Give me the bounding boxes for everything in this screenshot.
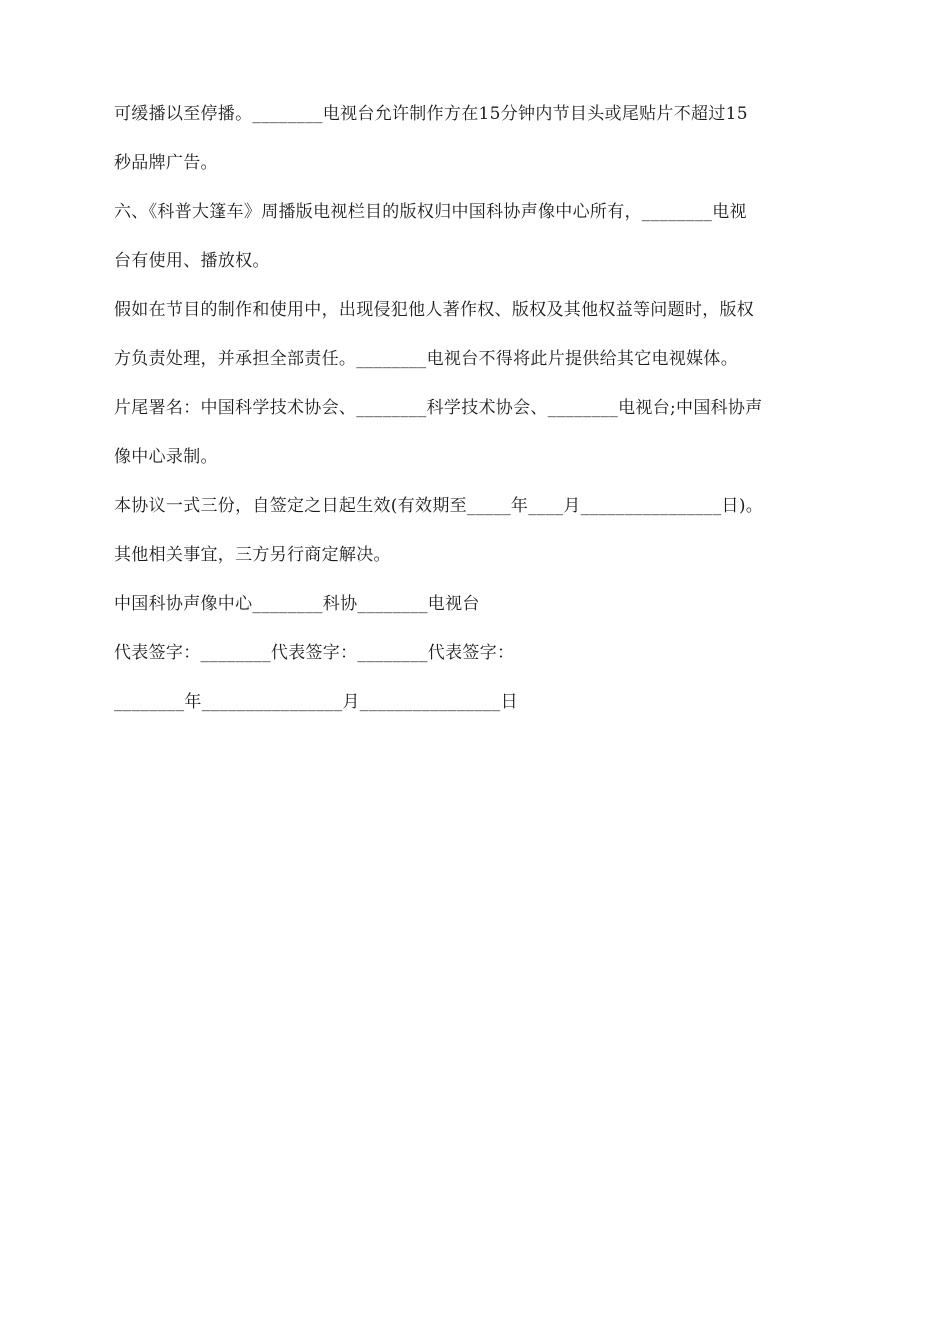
signature-date-line: ________年________________月________________日 [114, 692, 518, 712]
text-line-8: 像中心录制。 [114, 447, 218, 467]
document-body [114, 90, 836, 727]
signature-parties-line: 中国科协声像中心________科协________电视台 [114, 594, 480, 614]
text-line-4: 台有使用、播放权。 [114, 251, 270, 271]
text-line-6: 方负责处理，并承担全部责任。________电视台不得将此片提供给其它电视媒体。 [114, 349, 738, 369]
text-line-9: 本协议一式三份，自签定之日起生效(有效期至_____年____月________________日)。 [114, 496, 764, 516]
text-line-5: 假如在节目的制作和使用中，出现侵犯他人著作权、版权及其他权益等问题时，版权 [114, 300, 755, 320]
signature-representatives-line: 代表签字：________代表签字：________代表签字： [114, 643, 515, 663]
text-line-7: 片尾署名：中国科学技术协会、________科学技术协会、________电视台;中国科协声 [114, 398, 763, 418]
text-line-2: 秒品牌广告。 [114, 153, 218, 173]
text-line-1: 可缓播以至停播。________电视台允许制作方在15分钟内节目头或尾贴片不超过15 [114, 104, 748, 124]
text-line-3: 六、《科普大篷车》周播版电视栏目的版权归中国科协声像中心所有，________电视 [114, 202, 747, 222]
text-line-10: 其他相关事宜，三方另行商定解决。 [114, 545, 391, 565]
